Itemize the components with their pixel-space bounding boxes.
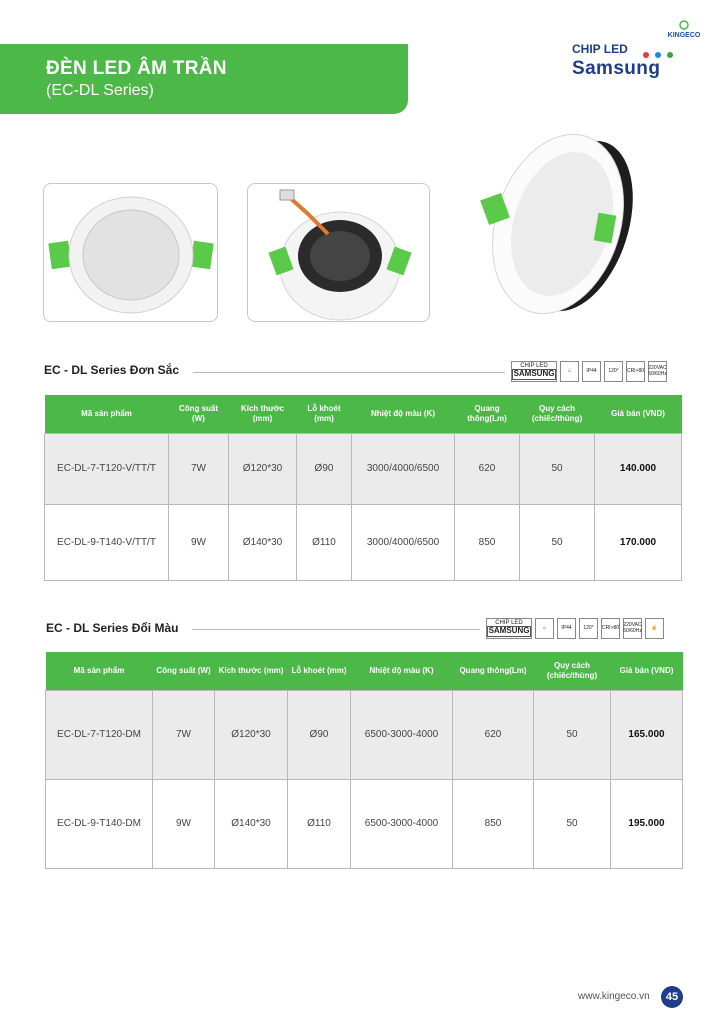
- cell-price: 140.000: [595, 433, 682, 504]
- cell-size: Ø120*30: [215, 690, 288, 779]
- cell-power: 7W: [153, 690, 215, 779]
- cell-packing: 50: [520, 433, 595, 504]
- table-row: [46, 779, 683, 868]
- col-header: Nhiệt độ màu (K): [352, 395, 455, 433]
- spec-table-don-sac: [44, 395, 682, 581]
- product-photo-back: [247, 183, 430, 322]
- product-photo-front: [43, 183, 218, 322]
- cell-product-code: EC-DL-7-T120-V/TT/T: [45, 433, 169, 504]
- col-header: Quang thông(Lm): [455, 395, 520, 433]
- cell-size: Ø120*30: [229, 433, 297, 504]
- cell-color-temp: 3000/4000/6500: [352, 504, 455, 580]
- cell-cutout: Ø90: [297, 433, 352, 504]
- section-title-don-sac: EC - DL Series Đơn Sắc: [44, 363, 180, 377]
- table-row: [45, 504, 682, 580]
- kingeco-logo: [660, 20, 708, 40]
- cell-lumen: 620: [453, 690, 534, 779]
- cell-color-temp: 6500-3000-4000: [351, 690, 453, 779]
- cell-lumen: 620: [455, 433, 520, 504]
- col-header: Quang thông(Lm): [453, 652, 534, 690]
- cell-packing: 50: [534, 690, 611, 779]
- chip-badge-line1: CHIP LED: [520, 362, 548, 369]
- ip-rating-icon: IP44: [557, 618, 576, 639]
- chip-led-samsung-badge: [486, 618, 532, 639]
- cell-packing: 50: [520, 504, 595, 580]
- cell-color-temp: 6500-3000-4000: [351, 779, 453, 868]
- table-row: [45, 433, 682, 504]
- touch-switch-icon: ☝: [645, 618, 664, 639]
- cell-lumen: 850: [453, 779, 534, 868]
- cell-cutout: Ø110: [288, 779, 351, 868]
- col-header: Công suất (W): [153, 652, 215, 690]
- cell-size: Ø140*30: [215, 779, 288, 868]
- col-header: Công suất (W): [169, 395, 229, 433]
- cell-product-code: EC-DL-9-T140-V/TT/T: [45, 504, 169, 580]
- house-icon: ⌂: [535, 618, 554, 639]
- cell-packing: 50: [534, 779, 611, 868]
- table-header-row: [46, 652, 683, 690]
- col-header: Quy cách (chiếc/thùng): [534, 652, 611, 690]
- spec-table-doi-mau: [45, 652, 683, 869]
- feature-badges: [511, 361, 667, 382]
- section-title-doi-mau: EC - DL Series Đổi Màu: [46, 621, 179, 635]
- ip-rating-icon: IP44: [582, 361, 601, 382]
- cell-product-code: EC-DL-9-T140-DM: [46, 779, 153, 868]
- section-divider: [193, 372, 505, 373]
- samsung-label: Samsung: [572, 58, 661, 79]
- col-header: Mã sản phẩm: [45, 395, 169, 433]
- chip-badge-line2: SAMSUNG: [488, 626, 530, 636]
- page-title: ĐÈN LED ÂM TRẦN: [46, 58, 227, 79]
- col-header: Kích thước (mm): [215, 652, 288, 690]
- col-header: Giá bán (VND): [595, 395, 682, 433]
- voltage-icon: 220VAC 50/60Hz: [623, 618, 642, 639]
- section-divider: [192, 629, 480, 630]
- title-banner: [0, 44, 408, 114]
- chip-badge-line2: SAMSUNG: [513, 369, 555, 379]
- page-subtitle: (EC-DL Series): [46, 82, 154, 99]
- cri-icon: CRI>80: [626, 361, 645, 382]
- cri-icon: CRI>80: [601, 618, 620, 639]
- col-header: Kích thước (mm): [229, 395, 297, 433]
- col-header: Giá bán (VND): [611, 652, 683, 690]
- voltage-icon: 220VAC 50/60Hz: [648, 361, 667, 382]
- cell-product-code: EC-DL-7-T120-DM: [46, 690, 153, 779]
- col-header: Quy cách (chiếc/thùng): [520, 395, 595, 433]
- product-photo-angled: [478, 126, 636, 322]
- cell-power: 9W: [169, 504, 229, 580]
- col-header: Lỗ khoét (mm): [288, 652, 351, 690]
- cell-cutout: Ø90: [288, 690, 351, 779]
- house-icon: ⌂: [560, 361, 579, 382]
- chip-led-samsung-badge: [511, 361, 557, 382]
- table-row: [46, 690, 683, 779]
- cell-power: 7W: [169, 433, 229, 504]
- chip-led-label: CHIP LED: [572, 42, 628, 56]
- cell-color-temp: 3000/4000/6500: [352, 433, 455, 504]
- beam-angle-icon: 120°: [579, 618, 598, 639]
- beam-angle-icon: 120°: [604, 361, 623, 382]
- cell-lumen: 850: [455, 504, 520, 580]
- cell-cutout: Ø110: [297, 504, 352, 580]
- table-header-row: [45, 395, 682, 433]
- cell-price: 165.000: [611, 690, 683, 779]
- cell-price: 195.000: [611, 779, 683, 868]
- feature-badges: [486, 618, 664, 639]
- col-header: Nhiệt độ màu (K): [351, 652, 453, 690]
- cell-size: Ø140*30: [229, 504, 297, 580]
- cell-power: 9W: [153, 779, 215, 868]
- website-link[interactable]: www.kingeco.vn: [578, 991, 650, 1002]
- page-number: 45: [661, 986, 683, 1008]
- chip-badge-line1: CHIP LED: [495, 619, 523, 626]
- col-header: Mã sản phẩm: [46, 652, 153, 690]
- svg-text:KINGECO: KINGECO: [667, 32, 701, 39]
- col-header: Lỗ khoét (mm): [297, 395, 352, 433]
- cell-price: 170.000: [595, 504, 682, 580]
